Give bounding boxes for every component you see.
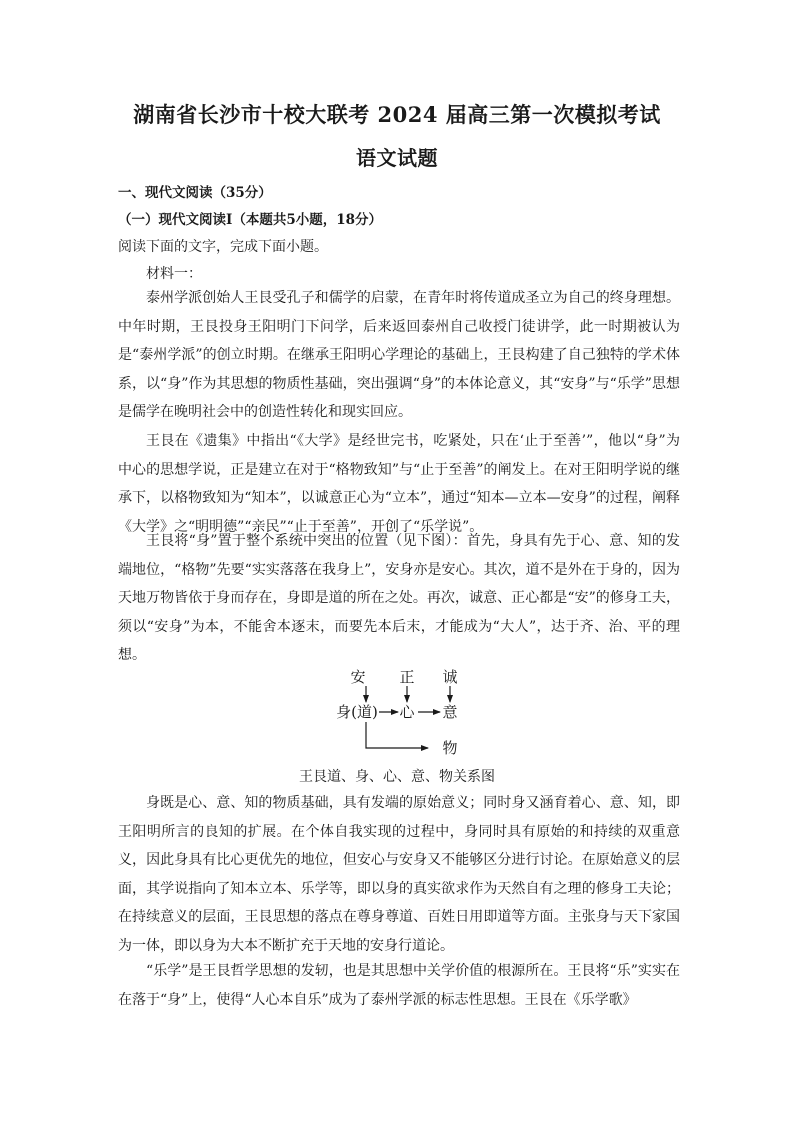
diagram-label-yi: 意 — [442, 703, 458, 721]
diagram-label-xin: 心 — [399, 703, 415, 721]
arrow-shen-wu — [366, 722, 428, 748]
instruction-text: 阅读下面的文字，完成下面小题。 — [118, 239, 328, 255]
document-subtitle: 语文试题 — [356, 146, 438, 170]
paragraph-5: “乐学”是王艮哲学思想的发轫，也是其思想中关学价值的根源所在。王艮将“乐”实实在在落于“身”上，使得“人心本自乐”成为了泰州学派的标志性思想。王艮在《乐学歌》 — [118, 963, 680, 1008]
diagram-label-cheng: 诚 — [442, 668, 458, 686]
section-heading: 一、现代文阅读（35分） — [118, 185, 272, 201]
diagram-caption: 王艮道、身、心、意、物关系图 — [299, 769, 495, 785]
paragraph-2: 王艮在《遗集》中指出“《大学》是经世完书，吃紧处，只在‘止于至善’”，他以“身”为中心的思想学说，正是建立在对于“格物致知”与“止于至善”的阐发上。在对王阳明学说的继承下，以格物致知为“知本”，以诚意正心为“立本”，通过“知本—立本—安身”的过程，阐释《大学》之“明明德”“亲民”“止于至善”，开创了“乐学说”。 — [118, 433, 680, 535]
diagram-label-zheng: 正 — [399, 668, 415, 686]
diagram-label-shen: 身(道) — [336, 703, 378, 721]
paragraph-3: 王艮将“身”置于整个系统中突出的位置（见下图）：首先，身具有先于心、意、知的发端地位，“格物”先要“实实落落在我身上”，安身亦是安心。其次，道不是外在于身的，因为天地万物皆依于身而存在，身即是道的所在之处。再次，诚意、正心都是“安”的修身工夫，须以“安身”为本，不能舍本逐末，而要先本后末，才能成为“大人”，达于齐、治、平的理想。 — [118, 533, 680, 664]
diagram-label-an: 安 — [350, 668, 366, 686]
relation-diagram — [310, 664, 490, 764]
material-label: 材料一： — [146, 266, 202, 282]
paragraph-1: 泰州学派创始人王艮受孔子和儒学的启蒙，在青年时将传道成圣立为自己的终身理想。中年时期，王艮投身王阳明门下问学，后来返回泰州自己收授门徒讲学，此一时期被认为是“泰州学派”的创立时期。在继承王阳明心学理论的基础上，王艮构建了自己独特的学术体系，以“身”作为其思想的物质性基础，突出强调“身”的本体论意义，其“安身”与“乐学”思想是儒学在晚明社会中的创造性转化和现实回应。 — [118, 290, 680, 421]
diagram-label-wu: 物 — [442, 739, 458, 757]
paragraph-4: 身既是心、意、知的物质基础，具有发端的原始意义；同时身又涵育着心、意、知，即王阳明所言的良知的扩展。在个体自我实现的过程中，身同时具有原始的和持续的双重意义，因此身具有比心更优先的地位，但安心与安身又不能够区分进行讨论。在原始意义的层面，其学说指向了知本立本、乐学等，即以身的真实欲求作为天然自有之理的修身工夫论；在持续意义的层面，王艮思想的落点在尊身尊道、百姓日用即道等方面。主张身与天下家国为一体，即以身为大本不断扩充于天地的安身行道论。 — [118, 795, 680, 954]
subsection-heading: （一）现代文阅读Ⅰ（本题共5小题，18分） — [118, 212, 382, 228]
document-title: 湖南省长沙市十校大联考 2024 届高三第一次模拟考试 — [133, 102, 661, 127]
